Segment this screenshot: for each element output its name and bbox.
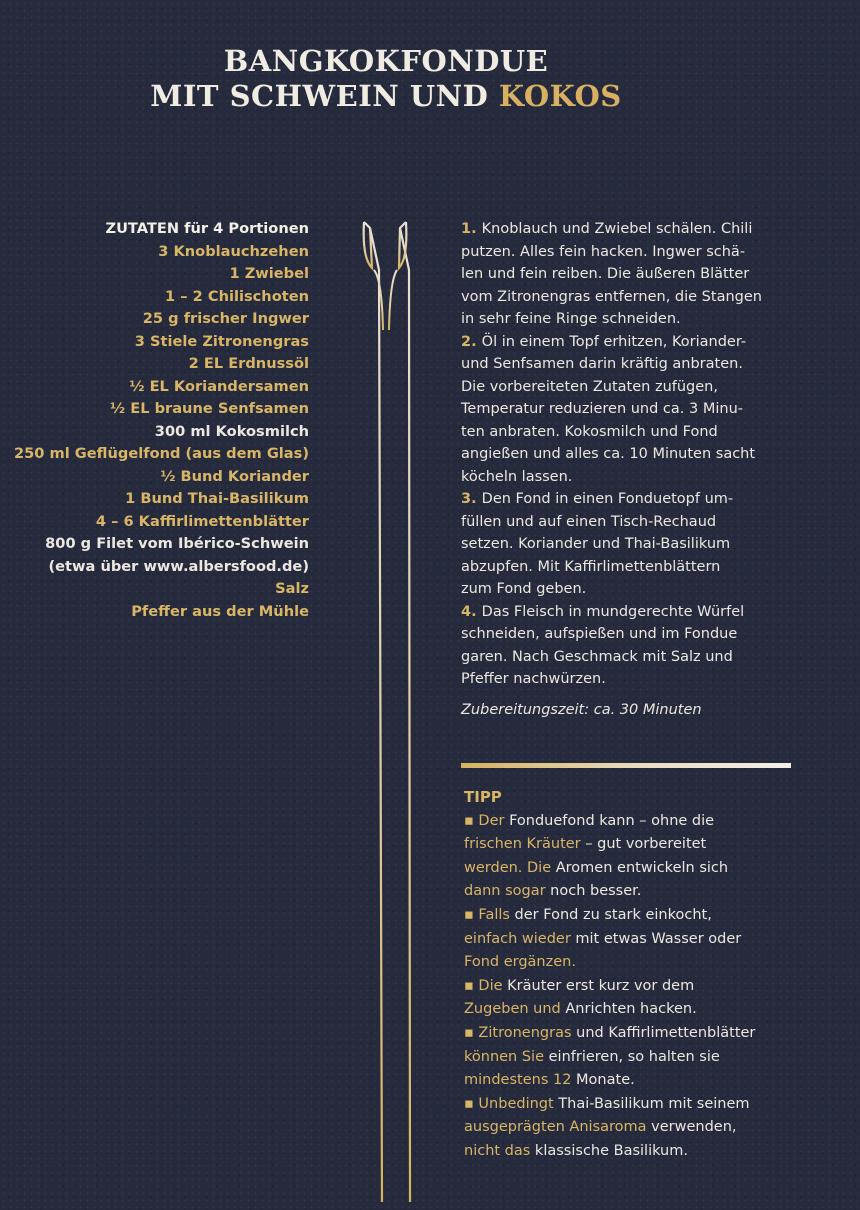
title-line-1: BANGKOKFONDUE [223, 44, 549, 78]
tipp-text: Kräuter erst kurz vor dem [502, 977, 695, 994]
step-text: len und fein reiben. Die äußeren Blätter [461, 266, 750, 282]
step-text: Knoblauch und Zwiebel schälen. Chili [481, 221, 753, 237]
ingredients-list [0, 218, 309, 623]
tipp-item-4 [464, 1022, 809, 1093]
step-text: Die vorbereiteten Zutaten zufügen, [461, 378, 718, 395]
tipp-text-gold: ▪ Zitronengras [464, 1024, 572, 1041]
step-line [461, 533, 801, 556]
tipp-line [464, 1093, 809, 1117]
ingredient-item: ½ Bund Koriander [160, 467, 309, 485]
title-line-2-start: MIT SCHWEIN UND [150, 79, 499, 113]
step-line [461, 578, 801, 601]
step-text: setzen. Koriander und Thai-Basilikum [461, 536, 731, 552]
tipp-line [464, 904, 809, 928]
step-text: angießen und alles ca. 10 Minuten sacht [461, 446, 756, 462]
step-line [461, 488, 801, 511]
tipp-text-gold: frischen Kräuter [464, 836, 581, 853]
ingredient-item: Salz [275, 580, 309, 597]
tipp-heading: TIPP [464, 788, 502, 806]
tipp-line [464, 975, 809, 999]
tipp-text-gold: werden. Die [464, 859, 552, 876]
step-line [461, 668, 801, 691]
step-text: schneiden, aufspießen und im Fondue [461, 626, 738, 642]
title-line-2-highlight: KOKOS [498, 79, 622, 113]
tipp-text-gold: ▪ Unbedingt [464, 1095, 554, 1112]
tipp-text: der Fond zu stark einkocht, [509, 906, 712, 923]
tipp-item-1 [464, 810, 809, 904]
tipp-line [464, 857, 809, 881]
step-text: Den Fond in einen Fonduetopf um- [481, 491, 734, 507]
step-line [461, 376, 801, 399]
tipp-line [464, 1022, 809, 1046]
ingredients-items [0, 241, 309, 624]
ingredient-item: (etwa über www.albersfood.de) [48, 557, 309, 575]
ingredients-portions: für 4 Portionen [184, 220, 309, 237]
tipp-line [464, 1069, 809, 1093]
step-line [461, 443, 801, 466]
tipp-text: klassische Basilikum. [530, 1142, 688, 1159]
step-line [461, 421, 801, 444]
recipe-title [0, 44, 772, 114]
ingredient-item: Pfeffer aus der Mühle [131, 602, 309, 620]
step-text: köcheln lassen. [461, 468, 573, 485]
tipp-line [464, 1140, 809, 1164]
step-line [461, 556, 801, 579]
fork-prong-left [364, 222, 372, 268]
ingredient-item: 300 ml Kokosmilch [154, 422, 309, 440]
step-line [461, 218, 801, 241]
step-number: 3. [461, 491, 482, 507]
step-line [461, 646, 801, 669]
tipp-line [464, 1116, 809, 1140]
ingredient-item: 3 Stiele Zitronengras [134, 332, 309, 350]
step-text: Das Fleisch in mundgerechte Würfel [481, 603, 745, 620]
step-line [461, 398, 801, 421]
tipp-line [464, 951, 809, 975]
step-line [461, 601, 801, 624]
tipp-line [464, 1046, 809, 1070]
ingredient-item: ½ EL braune Senfsamen [110, 400, 309, 417]
fondue-fork-illustration [352, 210, 422, 1210]
step-text: abzupfen. Mit Kaffirlimettenblättern [461, 558, 721, 575]
step-number: 1. [461, 221, 482, 237]
step-number: 2. [461, 333, 482, 350]
step-text: füllen und auf einen Tisch-Rechaud [461, 513, 717, 530]
tipp-items [464, 810, 809, 1164]
step-line [461, 466, 801, 489]
step-line [461, 353, 801, 376]
tipp-text-gold: dann sogar [464, 883, 546, 900]
step-text: Temperatur reduzieren und ca. 3 Minu- [461, 401, 743, 417]
tipp-text-gold: können Sie [464, 1048, 545, 1065]
tipp-text-gold: ▪ Falls [464, 906, 510, 923]
step-text: Öl in einem Topf erhitzen, Koriander- [481, 333, 747, 350]
ingredients-heading [0, 218, 309, 241]
step-text: in sehr feine Ringe schneiden. [461, 311, 681, 327]
ingredient-item: 4 – 6 Kaffirlimettenblätter [95, 512, 309, 530]
tipp-text: verwenden, [646, 1119, 737, 1136]
step-text: vom Zitronengras entfernen, die Stangen [461, 288, 762, 305]
preparation-steps [461, 218, 801, 691]
fork-outline [364, 222, 410, 1202]
step-text: zum Fond geben. [461, 581, 587, 597]
tipp-line [464, 810, 809, 834]
step-line [461, 511, 801, 534]
tipp-text: mit etwas Wasser oder [570, 930, 742, 947]
fork-inner-right [389, 270, 397, 330]
tipp-line [464, 880, 809, 904]
step-line [461, 623, 801, 646]
tipp-text: Monate. [571, 1072, 635, 1089]
tipp-text: Thai-Basilikum mit seinem [553, 1095, 750, 1112]
step-1 [461, 218, 801, 331]
tipp-text: und Kaffirlimettenblätter [571, 1024, 756, 1041]
step-3 [461, 488, 801, 601]
ingredient-item: 1 Bund Thai-Basilikum [125, 490, 309, 507]
tipp-text: – gut vorbereitet [580, 836, 707, 853]
ingredient-item: 800 g Filet vom Ibérico-Schwein [45, 535, 309, 552]
tipp-text-gold: ▪ Der [464, 812, 505, 829]
tipp-item-3 [464, 975, 809, 1022]
ingredient-item: 1 – 2 Chilischoten [165, 287, 309, 305]
ingredient-item: 250 ml Geflügelfond (aus dem Glas) [13, 445, 309, 462]
tipp-text: Anrichten hacken. [560, 1001, 697, 1018]
tipp-text: einfrieren, so halten sie [544, 1048, 720, 1065]
tipp-text-gold: mindestens 12 [464, 1072, 572, 1089]
ingredient-item: 1 Zwiebel [229, 265, 309, 282]
step-number: 4. [461, 603, 482, 620]
tipp-item-2 [464, 904, 809, 975]
ingredient-item: 2 EL Erdnussöl [188, 355, 309, 372]
step-text: Pfeffer nachwürzen. [461, 671, 606, 687]
tipp-text: Fonduefond kann – ohne die [504, 812, 715, 829]
step-line [461, 331, 801, 354]
tipp-line [464, 998, 809, 1022]
step-line [461, 286, 801, 309]
tipp-section [464, 786, 809, 1164]
step-text: und Senfsamen darin kräftig anbraten. [461, 356, 743, 372]
step-4 [461, 601, 801, 691]
step-text: ten anbraten. Kokosmilch und Fond [461, 423, 718, 440]
step-text: garen. Nach Geschmack mit Salz und [461, 648, 733, 665]
step-2 [461, 331, 801, 489]
step-line [461, 263, 801, 286]
tipp-text-gold: Zugeben und [464, 1001, 561, 1018]
ingredient-item: ½ EL Koriandersamen [129, 377, 309, 395]
ingredient-item: 25 g frischer Ingwer [142, 310, 309, 327]
preparation-time: Zubereitungszeit: ca. 30 Minuten [461, 702, 702, 718]
title-line-2 [0, 79, 772, 114]
tipp-text-gold: Fond ergänzen. [464, 954, 576, 971]
tipp-line [464, 928, 809, 952]
step-line [461, 308, 801, 331]
tipp-text: noch besser. [545, 883, 642, 900]
tipp-text: Aromen entwickeln sich [551, 859, 729, 876]
ingredient-item: 3 Knoblauchzehen [158, 242, 309, 260]
tipp-text-gold: einfach wieder [464, 930, 571, 947]
tipp-text-gold: ▪ Die [464, 977, 503, 994]
tipp-text-gold: nicht das [464, 1142, 531, 1159]
divider-line [461, 763, 791, 768]
tipp-text-gold: ausgeprägten Anisaroma [464, 1119, 647, 1136]
step-line [461, 241, 801, 264]
ingredients-heading-label: ZUTATEN [105, 220, 180, 237]
step-text: putzen. Alles fein hacken. Ingwer schä- [461, 243, 746, 260]
tipp-item-5 [464, 1093, 809, 1164]
tipp-line [464, 833, 809, 857]
